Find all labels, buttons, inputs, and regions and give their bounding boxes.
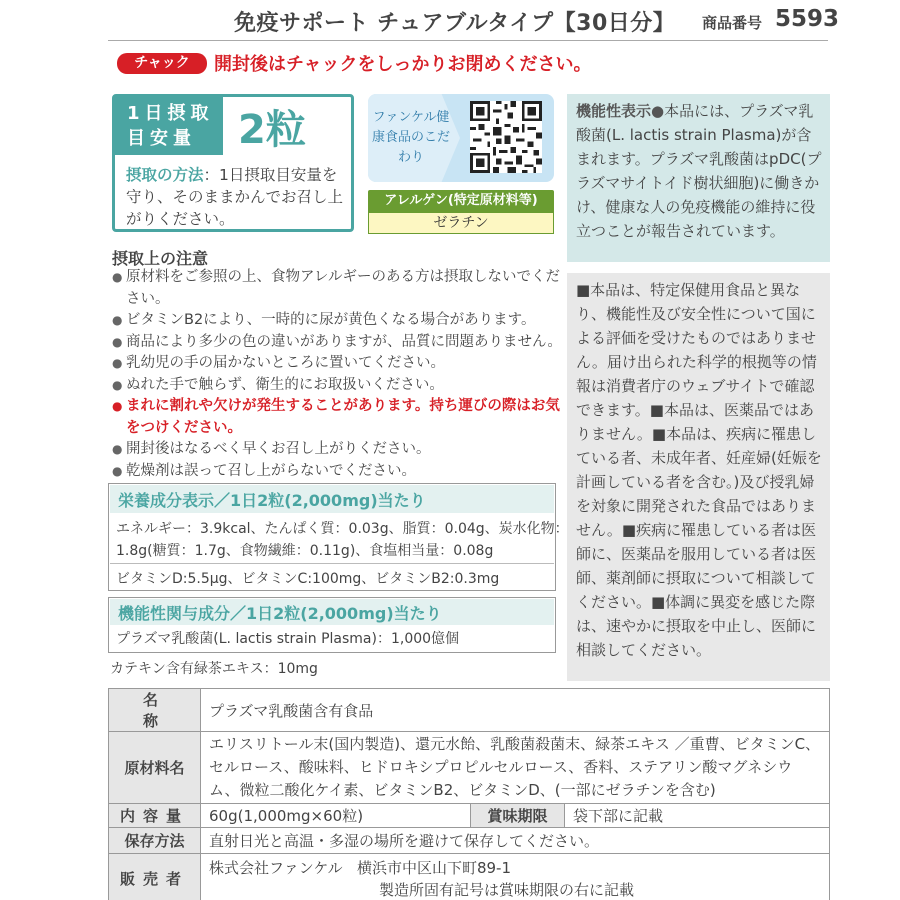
caution-item	[112, 439, 564, 461]
nutrition-line-3: ビタミンD:5.5μg、ビタミンC:100mg、ビタミンB2:0.3mg	[116, 571, 500, 587]
functional-display-text	[576, 99, 826, 243]
product-number: 5593	[775, 6, 840, 32]
seller-company: 株式会社ファンケル	[209, 858, 343, 877]
caution-item	[112, 310, 564, 332]
table-row-content	[109, 804, 830, 828]
nutrition-line-1: エネルギー：3.9kcal、たんぱく質：0.03g、脂質：0.04g、炭水化物：	[116, 521, 569, 537]
dosage-method	[126, 164, 350, 230]
chuck-badge: チャック	[117, 53, 207, 74]
seller-address: 横浜市中区山下町89-1	[356, 858, 512, 877]
catechin-line: カテキン含有緑茶エキス：10mg	[110, 661, 318, 677]
content-value: 60g(1,000mg×60粒)	[201, 804, 471, 828]
caution-item	[112, 396, 564, 439]
table-row-storage	[109, 828, 830, 854]
storage-label: 保存方法	[109, 828, 201, 854]
allergen-value: ゼラチン	[368, 212, 554, 234]
functional-display-label: 機能性表示●	[576, 102, 665, 120]
header-divider	[108, 40, 828, 41]
bullet-icon: ●	[112, 377, 123, 392]
caution-item-text: まれに割れや欠けが発生することがあります。持ち運びの際はお気をつけください。	[126, 398, 560, 436]
functional-component-line: プラズマ乳酸菌(L. lactis strain Plasma)：1,000億個	[116, 631, 460, 647]
caution-item	[112, 353, 564, 375]
product-info-table	[108, 688, 830, 900]
seller-code-note: 製造所固有記号は賞味期限の右に記載	[379, 880, 635, 899]
content-label: 内容量	[109, 804, 201, 828]
caution-item-text: 原材料をご参照の上、食物アレルギーのある方は摂取しないでください。	[126, 269, 561, 307]
caution-item	[112, 267, 564, 310]
bullet-icon: ●	[112, 313, 123, 327]
dosage-value: 2粒	[238, 107, 306, 153]
notice-text: ■本品は、特定保健用食品と異なり、機能性及び安全性について国による評価を受けたものではありません。届け出られた科学的根拠等の情報は消費者庁のウェブサイトで確認できます。■本品は、医薬品ではありません。■本品は、疾病に罹患している者、未成年者、妊産婦(妊娠を計画している者を含む。)及び授乳婦を対象に開発された食品ではありません。■疾病に罹患している者は医師に、医薬品を服用している者は医師、薬剤師に摂取について相談してください。■体調に異変を感じた際は、速やかに摂取を中止し、医師に相談してください。	[576, 281, 822, 659]
bullet-icon: ●	[112, 463, 123, 478]
bullet-icon: ●	[112, 442, 123, 456]
ingredients-label: 原材料名	[109, 732, 201, 804]
nutrition-title: 栄養成分表示／1日2粒(2,000mg)当たり	[118, 491, 426, 510]
caution-item-text: 商品により多少の色の違いがありますが、品質に問題ありません。	[126, 333, 562, 350]
caution-item-text: 開封後はなるべく早くお召し上がりください。	[126, 441, 431, 457]
nutrition-divider	[110, 563, 554, 564]
dosage-method-text: ：1日摂取目安量を守り、そのままかんでお召し上がりください。	[126, 166, 344, 228]
bullet-icon: ●	[112, 334, 123, 349]
name-value: プラズマ乳酸菌含有食品	[201, 689, 830, 732]
caution-item-text: ビタミンB2により、一時的に尿が黄色くなる場合があります。	[126, 312, 536, 328]
table-row-name	[109, 689, 830, 732]
chuck-notice: 開封後はチャックをしっかりお閉めください。	[214, 54, 592, 75]
nutrition-line-2: 1.8g(糖質：1.7g、食物繊維：0.11g)、食塩相当量：0.08g	[116, 543, 494, 559]
seller-label: 販売者	[109, 854, 201, 900]
product-title: 免疫サポート チュアブルタイプ【30日分】	[234, 11, 676, 36]
product-number-label: 商品番号	[702, 14, 763, 32]
bullet-icon: ●	[112, 356, 123, 370]
ingredients-value: エリスリトール末(国内製造)、還元水飴、乳酸菌殺菌末、緑茶エキス ／重曹、ビタミンC、セルロース、酸味料、ヒドロキシプロピルセルロース、香料、ステアリン酸マグネシウム、微粒二酸化ケイ素、ビタミンB2、ビタミンD、(一部にゼラチンを含む)	[201, 732, 830, 804]
expiry-label: 賞味期限	[471, 804, 565, 828]
table-row-seller	[109, 854, 830, 900]
name-label: 名称	[109, 689, 201, 732]
caution-list	[112, 267, 564, 482]
fancl-commitment-text: ファンケル健康食品のこだわり	[372, 110, 451, 165]
bullet-icon: ●	[112, 399, 123, 413]
expiry-value: 袋下部に記載	[565, 804, 830, 828]
storage-value: 直射日光と高温・多湿の場所を避けて保存してください。	[201, 828, 830, 854]
qr-code-icon[interactable]	[470, 101, 542, 173]
caution-item-text: ぬれた手で触らず、衛生的にお取扱いください。	[126, 376, 444, 393]
seller-value	[201, 854, 830, 900]
caution-title: 摂取上の注意	[112, 249, 209, 268]
caution-item	[112, 375, 564, 397]
bullet-icon: ●	[112, 270, 123, 284]
functional-component-title: 機能性関与成分／1日2粒(2,000mg)当たり	[118, 604, 442, 623]
table-row-ingredients	[109, 732, 830, 804]
functional-display-body: 本品には、プラズマ乳酸菌(L. lactis strain Plasma)が含まれます。プラズマ乳酸菌はpDC(プラズマサイトイド樹状細胞)に働きかけ、健康な人の免疫機能の維持に役立つことが報告されています。	[576, 102, 822, 240]
caution-item-text: 乳幼児の手の届かないところに置いてください。	[126, 355, 445, 371]
caution-item	[112, 461, 564, 483]
caution-item	[112, 332, 564, 354]
allergen-header: アレルゲン(特定原材料等)	[368, 190, 554, 212]
caution-item-text: 乾燥剤は誤って召し上がらないでください。	[126, 462, 416, 479]
dosage-label: 1日摂取目安量	[115, 97, 223, 155]
dosage-method-label: 摂取の方法	[126, 166, 204, 184]
